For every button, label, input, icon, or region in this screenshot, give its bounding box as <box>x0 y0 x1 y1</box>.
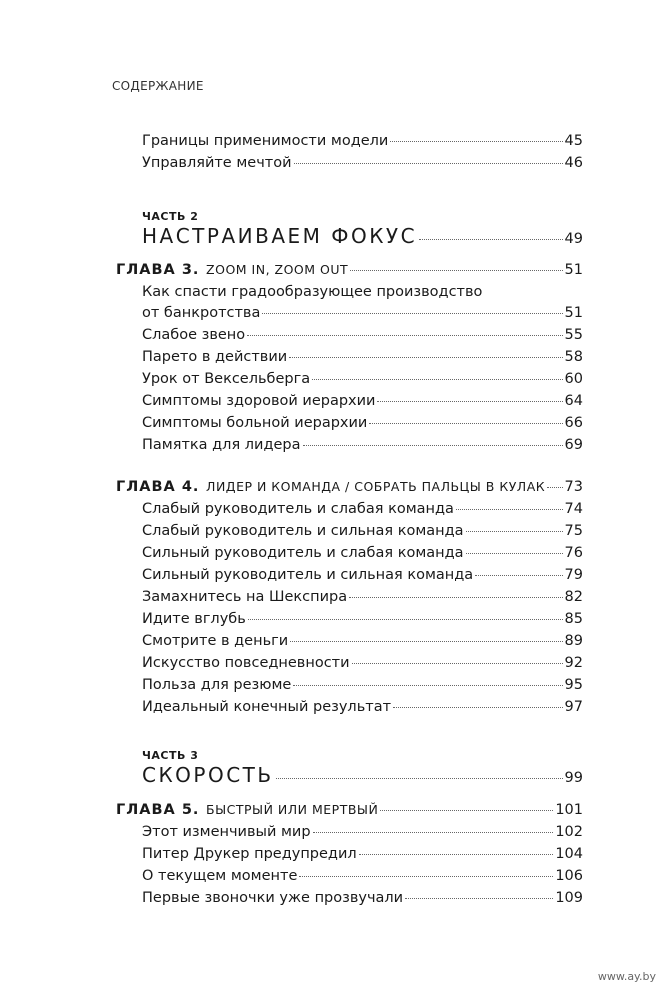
entry-title: Управляйте мечтой <box>142 155 292 171</box>
toc-entry[interactable] <box>142 655 583 675</box>
toc-entry[interactable] <box>142 677 583 697</box>
toc-entry[interactable] <box>142 699 583 719</box>
part-title: СКОРОСТЬ <box>142 763 274 787</box>
leader-dots <box>352 663 563 664</box>
entry-title: Идеальный конечный результат <box>142 699 392 715</box>
chapter-title: БЫСТРЫЙ ИЛИ МЕРТВЫЙ <box>206 802 379 817</box>
entry-title-line1[interactable]: Как спасти градообразующее производство <box>142 284 483 300</box>
toc-entry[interactable] <box>142 349 583 369</box>
entry-page: 75 <box>564 523 583 539</box>
entry-page: 60 <box>564 371 583 387</box>
toc-entry[interactable] <box>142 305 583 325</box>
chapter-heading[interactable] <box>116 262 583 282</box>
toc-entry[interactable] <box>142 327 583 347</box>
entry-title: Идите вглубь <box>142 611 246 627</box>
entry-title: О текущем моменте <box>142 868 298 884</box>
entry-page: 46 <box>564 155 583 171</box>
part-page: 49 <box>564 231 583 247</box>
entry-page: 106 <box>555 868 583 884</box>
toc-entry[interactable] <box>142 133 583 153</box>
entry-title: от банкротства <box>142 305 261 321</box>
entry-title: Первые звоночки уже прозвучали <box>142 890 404 906</box>
toc-entry[interactable] <box>142 545 583 565</box>
leader-dots <box>456 509 563 510</box>
entry-page: 104 <box>555 846 583 862</box>
leader-dots <box>276 778 563 779</box>
chapter-label: ГЛАВА 4. <box>116 479 200 495</box>
entry-title: Смотрите в деньги <box>142 633 289 649</box>
leader-dots <box>466 553 563 554</box>
entry-page: 102 <box>555 824 583 840</box>
entry-title: Слабое звено <box>142 327 246 343</box>
leader-dots <box>405 898 553 899</box>
entry-page: 97 <box>564 699 583 715</box>
toc-entry[interactable] <box>142 393 583 413</box>
chapter-page: 101 <box>555 802 583 818</box>
entry-title: Сильный руководитель и сильная команда <box>142 567 474 583</box>
entry-title: Питер Друкер предупредил <box>142 846 357 862</box>
leader-dots <box>369 423 562 424</box>
leader-dots <box>247 335 562 336</box>
entry-title: Парето в действии <box>142 349 288 365</box>
leader-dots <box>350 270 562 271</box>
entry-title: Слабый руководитель и слабая команда <box>142 501 454 517</box>
leader-dots <box>313 832 554 833</box>
leader-dots <box>303 445 563 446</box>
toc-entry[interactable] <box>142 415 583 435</box>
entry-page: 58 <box>564 349 583 365</box>
chapter-page: 51 <box>564 262 583 278</box>
entry-title: Симптомы больной иерархии <box>142 415 368 431</box>
leader-dots <box>377 401 562 402</box>
part-heading[interactable] <box>142 763 583 787</box>
toc-entry[interactable] <box>142 824 583 844</box>
chapter-page: 73 <box>564 479 583 495</box>
entry-title: Урок от Вексельберга <box>142 371 311 387</box>
leader-dots <box>349 597 562 598</box>
leader-dots <box>248 619 563 620</box>
leader-dots <box>262 313 562 314</box>
entry-title: Этот изменчивый мир <box>142 824 311 840</box>
leader-dots <box>475 575 562 576</box>
entry-title: Искусство повседневности <box>142 655 350 671</box>
chapter-heading[interactable] <box>116 802 583 822</box>
entry-page: 82 <box>564 589 583 605</box>
entry-page: 74 <box>564 501 583 517</box>
part-title: НАСТРАИВАЕМ ФОКУС <box>142 224 418 248</box>
entry-title: Сильный руководитель и слабая команда <box>142 545 464 561</box>
entry-page: 79 <box>564 567 583 583</box>
entry-title: Польза для резюме <box>142 677 292 693</box>
entry-page: 76 <box>564 545 583 561</box>
toc-entry[interactable] <box>142 501 583 521</box>
toc-entry[interactable] <box>142 633 583 653</box>
toc-entry[interactable] <box>142 155 583 175</box>
toc-entry[interactable] <box>142 846 583 866</box>
chapter-label: ГЛАВА 3. <box>116 262 200 278</box>
leader-dots <box>393 707 563 708</box>
watermark: www.ay.by <box>597 970 656 983</box>
part-label: ЧАСТЬ 3 <box>142 749 199 762</box>
leader-dots <box>293 685 562 686</box>
leader-dots <box>419 239 562 240</box>
toc-entry[interactable] <box>142 371 583 391</box>
chapter-title: ЛИДЕР И КОМАНДА / СОБРАТЬ ПАЛЬЦЫ В КУЛАК <box>206 479 546 494</box>
toc-entry[interactable] <box>142 437 583 457</box>
toc-entry[interactable] <box>142 868 583 888</box>
page-header: СОДЕРЖАНИЕ <box>112 79 204 93</box>
entry-title: Симптомы здоровой иерархии <box>142 393 376 409</box>
leader-dots <box>294 163 563 164</box>
leader-dots <box>466 531 563 532</box>
entry-page: 51 <box>564 305 583 321</box>
entry-page: 69 <box>564 437 583 453</box>
entry-page: 85 <box>564 611 583 627</box>
toc-entry[interactable] <box>142 567 583 587</box>
leader-dots <box>547 487 562 488</box>
entry-title: Границы применимости модели <box>142 133 389 149</box>
leader-dots <box>380 810 553 811</box>
chapter-title: ZOOM IN, ZOOM OUT <box>206 262 349 277</box>
leader-dots <box>290 641 562 642</box>
leader-dots <box>359 854 554 855</box>
entry-title: Слабый руководитель и сильная команда <box>142 523 464 539</box>
toc-entry[interactable] <box>142 589 583 609</box>
entry-page: 66 <box>564 415 583 431</box>
entry-title: Замахнитесь на Шекспира <box>142 589 348 605</box>
toc-entry[interactable] <box>142 890 583 910</box>
entry-page: 92 <box>564 655 583 671</box>
leader-dots <box>299 876 553 877</box>
entry-page: 64 <box>564 393 583 409</box>
part-heading[interactable] <box>142 224 583 248</box>
entry-page: 89 <box>564 633 583 649</box>
leader-dots <box>289 357 562 358</box>
entry-title: Памятка для лидера <box>142 437 301 453</box>
chapter-label: ГЛАВА 5. <box>116 802 200 818</box>
entry-page: 55 <box>564 327 583 343</box>
toc-entry[interactable] <box>142 523 583 543</box>
chapter-heading[interactable] <box>116 479 583 499</box>
leader-dots <box>312 379 562 380</box>
entry-page: 95 <box>564 677 583 693</box>
entry-page: 109 <box>555 890 583 906</box>
part-label: ЧАСТЬ 2 <box>142 210 199 223</box>
toc-entry[interactable] <box>142 611 583 631</box>
leader-dots <box>390 141 562 142</box>
entry-page: 45 <box>564 133 583 149</box>
part-page: 99 <box>564 770 583 786</box>
